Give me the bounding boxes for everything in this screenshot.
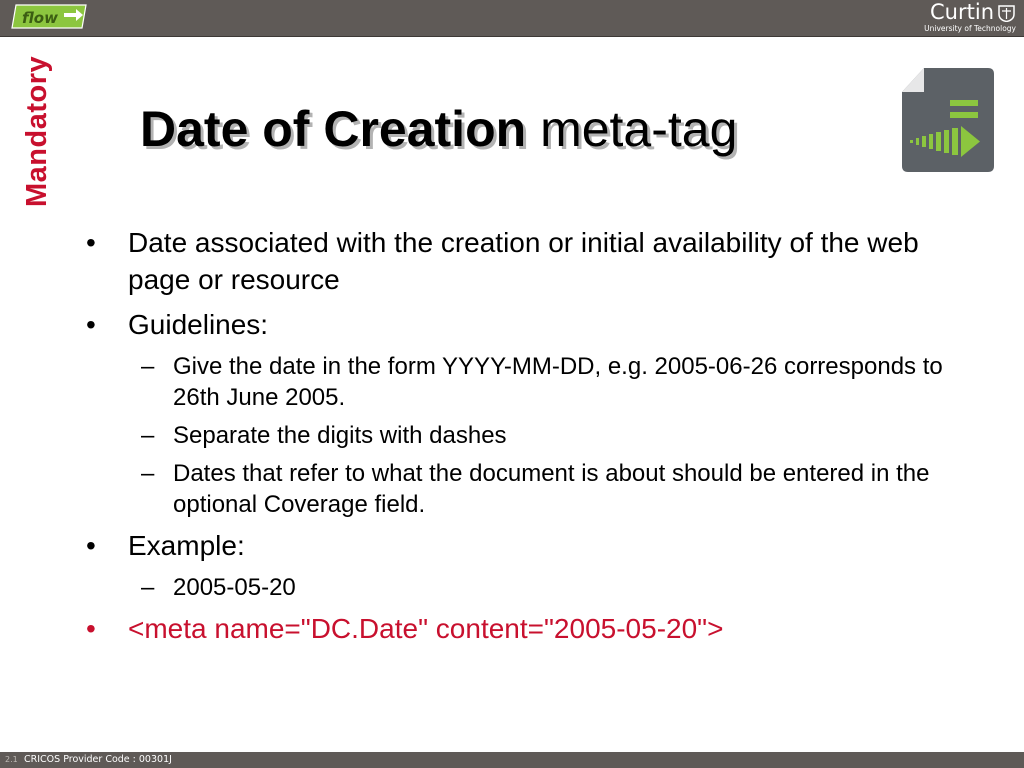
- bullet-text: Give the date in the form YYYY-MM-DD, e.g. 2005-06-26 corresponds to 26th June 2005.: [173, 353, 943, 411]
- dash-marker: –: [141, 422, 155, 449]
- footer-page-number: 2.1: [5, 755, 18, 764]
- curtin-logo: [908, 2, 1018, 34]
- document-arrow-icon: [900, 66, 996, 172]
- dash-marker: –: [141, 574, 155, 601]
- bullet-text: Separate the digits with dashes: [173, 422, 507, 449]
- bullet-marker: •: [86, 613, 96, 644]
- bullet-item: [86, 610, 966, 647]
- bullet-marker: •: [86, 309, 96, 340]
- bullet-item: [86, 527, 966, 564]
- bullet-marker: •: [86, 530, 96, 561]
- dash-marker: –: [141, 460, 155, 487]
- top-bar: [0, 0, 1024, 37]
- bullet-text: Dates that refer to what the document is about should be entered in the optional Coverage field.: [173, 460, 930, 518]
- bullet-text: Guidelines:: [128, 309, 269, 340]
- slide-title: [140, 100, 737, 158]
- bullet-text: Date associated with the creation or initial availability of the web page or resource: [128, 227, 919, 295]
- sub-bullet-item: [86, 420, 966, 451]
- sub-bullet-item: [86, 572, 966, 603]
- curtin-logo-subtitle: University of Technology: [924, 24, 1016, 33]
- curtin-shield-icon: [998, 5, 1015, 22]
- dash-marker: –: [141, 353, 155, 380]
- slide-title-bold: Date of Creation: [140, 101, 527, 157]
- curtin-logo-name: Curtin: [930, 0, 994, 24]
- footer-cricos-code: CRICOS Provider Code : 00301J: [24, 754, 172, 765]
- flow-logo-text: flow: [22, 9, 58, 27]
- bullet-text: <meta name="DC.Date" content="2005-05-20">: [128, 613, 724, 644]
- bullet-marker: •: [86, 227, 96, 258]
- slide-title-regular: meta-tag: [540, 101, 738, 157]
- sub-bullet-item: [86, 458, 966, 520]
- bullet-text: 2005-05-20: [173, 574, 296, 601]
- mandatory-side-label: Mandatory: [21, 55, 53, 207]
- flow-logo: [10, 3, 88, 30]
- bullet-text: Example:: [128, 530, 245, 561]
- slide-body: [86, 224, 966, 655]
- sub-bullet-item: [86, 351, 966, 413]
- bullet-item: [86, 306, 966, 343]
- footer-bar: [0, 752, 1024, 768]
- bullet-item: [86, 224, 966, 298]
